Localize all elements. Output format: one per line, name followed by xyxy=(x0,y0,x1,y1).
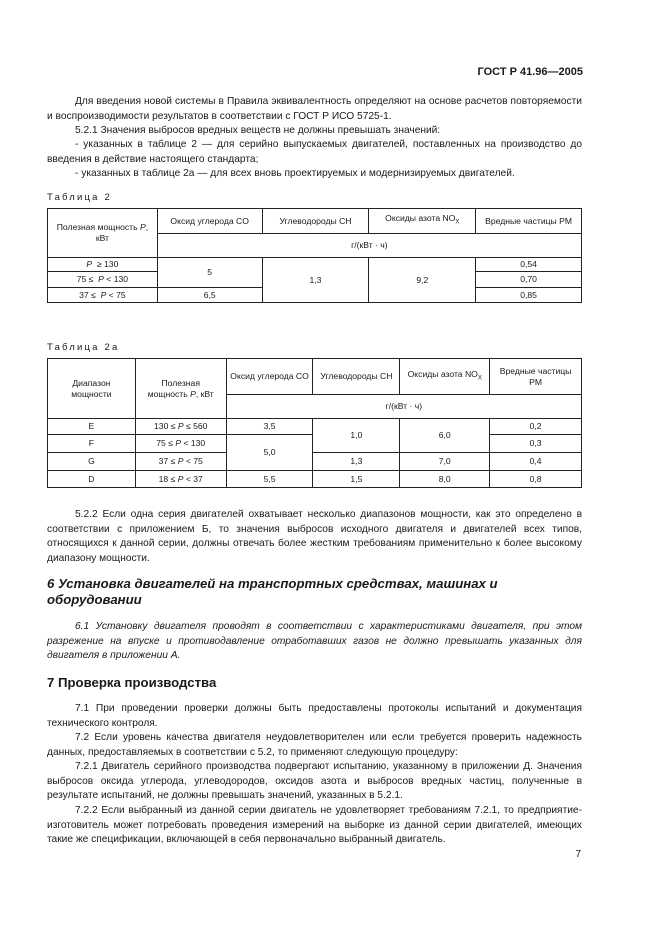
table-2 xyxy=(47,208,582,303)
table-cell: D xyxy=(48,471,136,488)
table-cell: F xyxy=(48,435,136,453)
table-cell: 8,0 xyxy=(400,471,490,488)
table-cell: 130 ≤ P ≤ 560 xyxy=(135,419,226,435)
table2-caption: Таблица 2 xyxy=(47,192,112,203)
col-header-nox: Оксиды азота $NO_X$ xyxy=(400,359,490,395)
col-header-nox: Оксиды азота $NO_X$ xyxy=(369,209,476,234)
clause-6-1: 6.1 Установку двигателя проводят в соответствии с характеристиками двигателя, при этом разрежение на впуске и противодавление отработавших газов не должно превышать указанных для двигателя в приложении А. xyxy=(47,621,582,662)
section-7-heading: 7 Проверка производства xyxy=(47,675,217,690)
document-code: ГОСТ Р 41.96—2005 xyxy=(477,66,583,78)
col-header-range: Диапазон мощности xyxy=(48,359,136,419)
list-item-table2: - указанных в таблице 2 — для серийно выпускаемых двигателей, поставленных на производство до введения в действие настоящего стандарта; xyxy=(47,139,582,165)
table-cell: 5 xyxy=(157,258,262,288)
table-cell: 0,2 xyxy=(490,419,582,435)
table-cell: 0,54 xyxy=(476,258,582,272)
table-cell: 75 ≤ P < 130 xyxy=(135,435,226,453)
table-cell: 1,5 xyxy=(313,471,400,488)
table-cell: 1,3 xyxy=(313,453,400,471)
table-cell: E xyxy=(48,419,136,435)
list-item-table2a: - указанных в таблице 2а — для всех вновь проектируемых и модернизируемых двигателей. xyxy=(75,168,515,179)
table-cell: 75 ≤ P < 130 xyxy=(48,272,158,288)
table-cell: 6,5 xyxy=(157,288,262,303)
table-cell: 5,5 xyxy=(226,471,313,488)
unit-row: г/(кВт · ч) xyxy=(226,395,581,419)
table2a-caption: Таблица 2а xyxy=(47,342,120,353)
col-header-power: Полезная мощность P, кВт xyxy=(48,209,158,258)
table-cell: 0,8 xyxy=(490,471,582,488)
table-cell: 18 ≤ P < 37 xyxy=(135,471,226,488)
table-cell: 37 ≤ P < 75 xyxy=(48,288,158,303)
section-6-heading: 6 Установка двигателей на транспортных средствах, машинах и оборудовании xyxy=(47,576,498,607)
table-cell: 1,3 xyxy=(262,258,369,303)
table-cell: 0,70 xyxy=(476,272,582,288)
col-header-power: Полезная мощность P, кВт xyxy=(135,359,226,419)
col-header-co: Оксид углерода CO xyxy=(157,209,262,234)
col-header-ch: Углеводороды CH xyxy=(262,209,369,234)
clause-5-2-1: 5.2.1 Значения выбросов вредных веществ не должны превышать значений: xyxy=(75,125,441,136)
table-cell: 6,0 xyxy=(400,419,490,453)
clause-7-2-2: 7.2.2 Если выбранный из данной серии двигатель не удовлетворяет требованиям 7.2.1, то предприятие-изготовитель может потребовать проведения измерений на выборке из данной серии двигателей, имеющих такие же спецификации, включающей в себя первоначально выбранный двигатель. xyxy=(47,805,582,846)
table-2a xyxy=(47,358,582,488)
intro-paragraph: Для введения новой системы в Правила эквивалентность определяют на основе расчетов повторяемости и воспроизводимости результатов в соответствии с ГОСТ Р ИСО 5725-1. xyxy=(47,96,582,122)
table-cell: 7,0 xyxy=(400,453,490,471)
unit-row: г/(кВт · ч) xyxy=(157,234,581,258)
col-header-pm: Вредные частицы PM xyxy=(476,209,582,234)
table-cell: 9,2 xyxy=(369,258,476,303)
col-header-co: Оксид углерода CO xyxy=(226,359,313,395)
table-cell: 0,85 xyxy=(476,288,582,303)
page-number: 7 xyxy=(575,849,581,860)
clause-5-2-2: 5.2.2 Если одна серия двигателей охватывает несколько диапазонов мощности, как это определено в соответствии с приложением Б, то значения выбросов исходного двигателя и двигателей всех типов, относящихся к данной серии, должны отвечать более жестким требованиям применительно к более высокому диапазону мощности. xyxy=(47,509,582,564)
table-cell: 0,4 xyxy=(490,453,582,471)
table-cell: 3,5 xyxy=(226,419,313,435)
table-cell: 0,3 xyxy=(490,435,582,453)
table-cell: P ≥ 130 xyxy=(48,258,158,272)
table-cell: G xyxy=(48,453,136,471)
table-cell: 5,0 xyxy=(226,435,313,471)
clause-7-2-1: 7.2.1 Двигатель серийного производства подвергают испытанию, указанному в приложении Д. Значения выбросов оксида углерода, углеводородов, оксидов азота и выбросов вредных частиц, полученные в результате испытаний, не должны превышать значений, указанных в 5.2.1. xyxy=(47,761,582,802)
clause-7-1: 7.1 При проведении проверки должны быть предоставлены протоколы испытаний и документация технического контроля. xyxy=(47,703,582,729)
clause-7-2: 7.2 Если уровень качества двигателя неудовлетворителен или если требуется проверить надежность данных, предоставляемых в соответствии с 5.2, то применяют следующую процедуру: xyxy=(47,732,582,758)
table-cell: 1,0 xyxy=(313,419,400,453)
col-header-pm: Вредные частицы PM xyxy=(490,359,582,395)
col-header-ch: Углеводороды CH xyxy=(313,359,400,395)
table-cell: 37 ≤ P < 75 xyxy=(135,453,226,471)
